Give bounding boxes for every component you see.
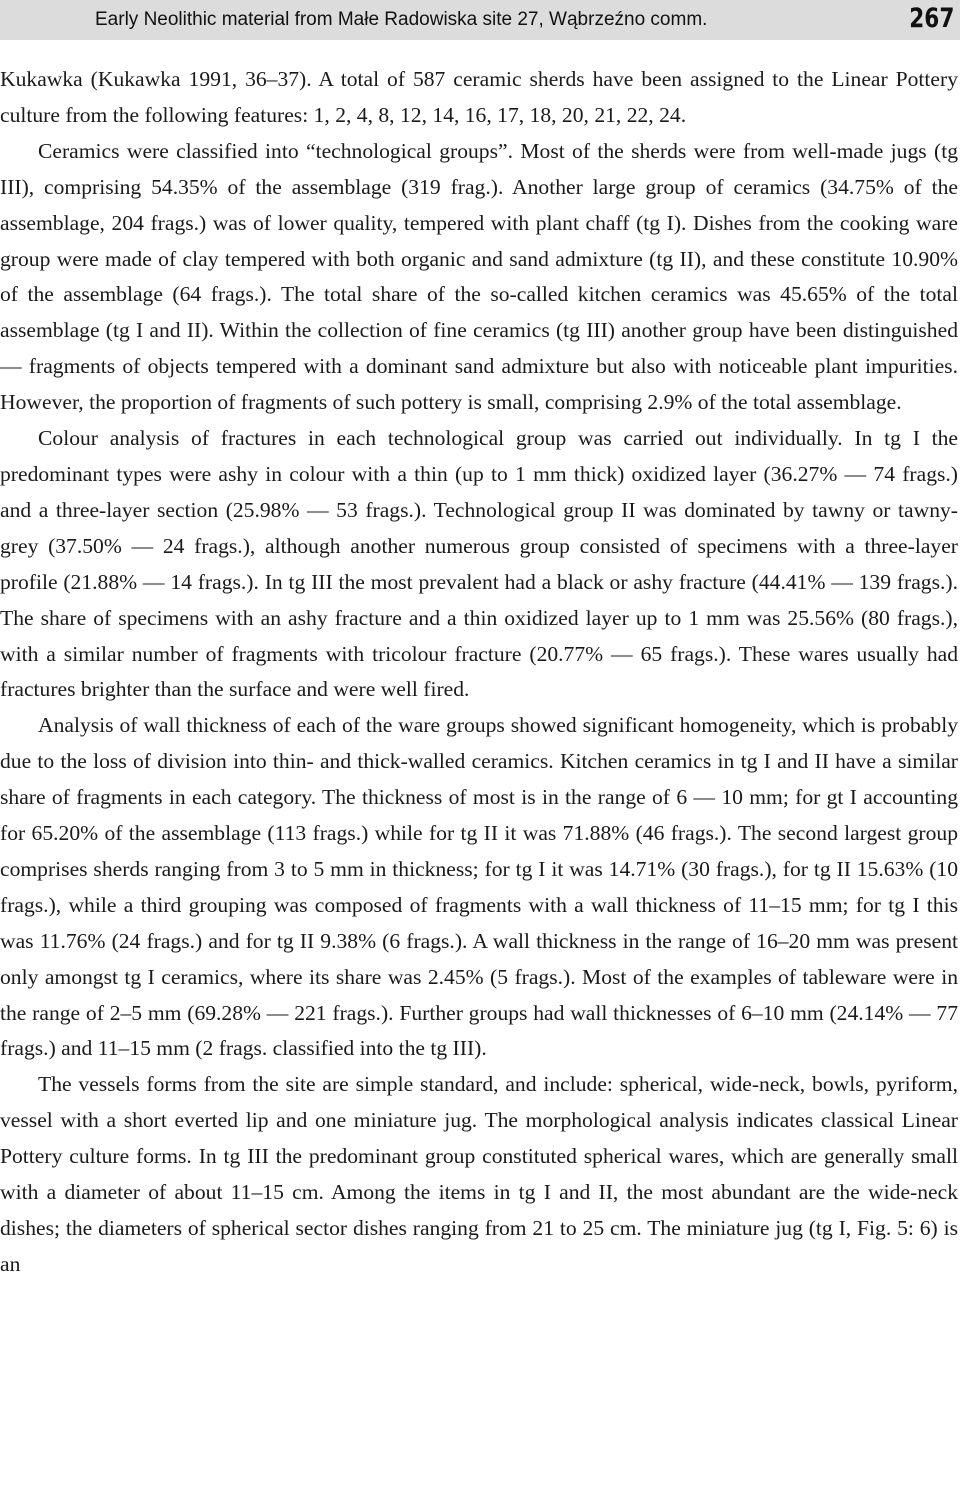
article-body: [0, 62, 958, 1283]
paragraph-vessel-forms: The vessels forms from the site are simple standard, and include: spherical, wide-neck, bowls, pyriform, vessel with a short everted lip and one miniature jug. The morphological analysis indicates classical Linear Pottery culture forms. In tg III the predominant group constituted spherical wares, which are generally small with a diameter of about 11–15 cm. Among the items in tg I and II, the most abundant are the wide-neck dishes; the diameters of spherical sector dishes ranging from 21 to 25 cm. The miniature jug (tg I, Fig. 5: 6) is an: [0, 1072, 958, 1276]
running-header: [0, 0, 960, 40]
paragraph-sample-summary: Kukawka (Kukawka 1991, 36–37). A total of 587 ceramic sherds have been assigned to the Linear Pottery culture from the following features: 1, 2, 4, 8, 12, 14, 16, 17, 18, 20, 21, 22, 24.: [0, 67, 958, 127]
running-title: Early Neolithic material from Małe Radowiska site 27, Wąbrzeźno comm.: [95, 9, 708, 30]
page-number: 267: [908, 3, 954, 34]
paragraph-colour-analysis: Colour analysis of fractures in each technological group was carried out individually. In tg I the predominant types were ashy in colour with a thin (up to 1 mm thick) oxidized layer (36.27% — 74 frags.) and a three-layer section (25.98% — 53 frags.). Technological group II was dominated by tawny or tawny-grey (37.50% — 24 frags.), although another numerous group consisted of specimens with a three-layer profile (21.88% — 14 frags.). In tg III the most prevalent had a black or ashy fracture (44.41% — 139 frags.). The share of specimens with an ashy fracture and a thin oxidized layer up to 1 mm was 25.56% (80 frags.), with a similar number of fragments with tricolour fracture (20.77% — 65 frags.). These wares usually had fractures brighter than the surface and were well fired.: [0, 426, 958, 702]
paragraph-wall-thickness: Analysis of wall thickness of each of the ware groups showed significant homogeneity, which is probably due to the loss of division into thin- and thick-walled ceramics. Kitchen ceramics in tg I and II have a similar share of fragments in each category. The thickness of most is in the range of 6 — 10 mm; for gt I accounting for 65.20% of the assemblage (113 frags.) while for tg II it was 71.88% (46 frags.). The second largest group comprises sherds ranging from 3 to 5 mm in thickness; for tg I it was 14.71% (30 frags.), for tg II 15.63% (10 frags.), while a third grouping was composed of fragments with a wall thickness of 11–15 mm; for tg I this was 11.76% (24 frags.) and for tg II 9.38% (6 frags.). A wall thickness in the range of 16–20 mm was present only amongst tg I ceramics, where its share was 2.45% (5 frags.). Most of the examples of tableware were in the range of 2–5 mm (69.28% — 221 frags.). Further groups had wall thicknesses of 6–10 mm (24.14% — 77 frags.) and 11–15 mm (2 frags. classified into the tg III).: [0, 713, 958, 1061]
paragraph-technological-groups: Ceramics were classified into “technological groups”. Most of the sherds were from well-made jugs (tg III), comprising 54.35% of the assemblage (319 frag.). Another large group of ceramics (34.75% of the assemblage, 204 frags.) was of lower quality, tempered with plant chaff (tg I). Dishes from the cooking ware group were made of clay tempered with both organic and sand admixture (tg II), and these constitute 10.90% of the assemblage (64 frags.). The total share of the so-called kitchen ceramics was 45.65% of the total assemblage (tg I and II). Within the collection of fine ceramics (tg III) another group have been distinguished — fragments of objects tempered with a dominant sand admixture but also with noticeable plant impurities. However, the proportion of fragments of such pottery is small, comprising 2.9% of the total assemblage.: [0, 138, 958, 415]
